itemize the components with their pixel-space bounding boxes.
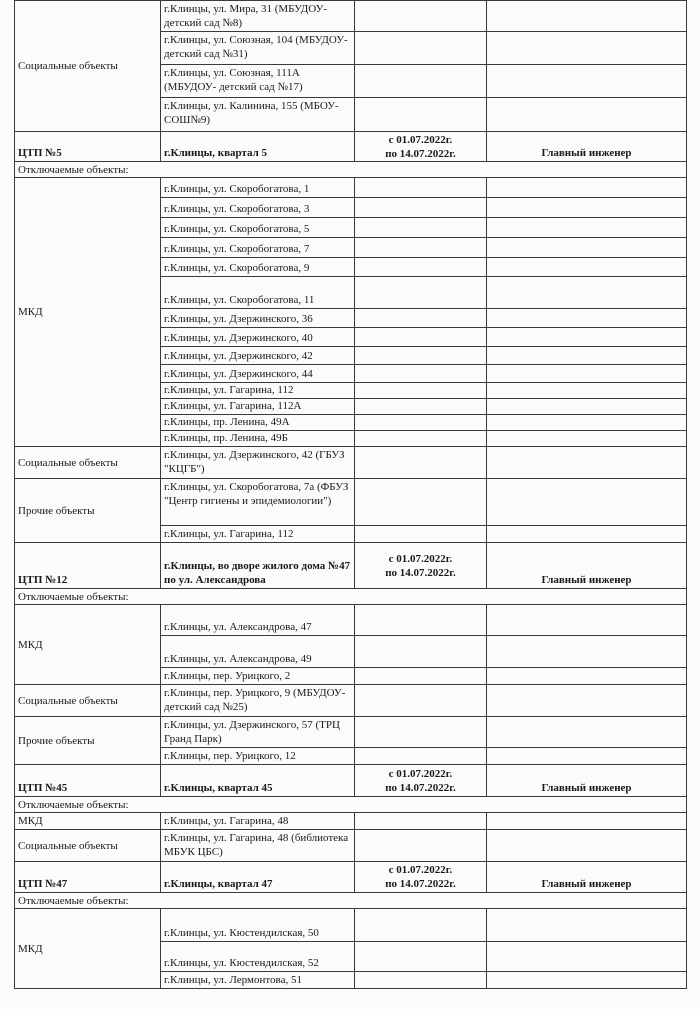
address-cell: г.Клинцы, ул. Скоробогатова, 5 — [161, 218, 355, 237]
address-cell: г.Клинцы, пер. Урицкого, 12 — [161, 748, 355, 764]
address-cell: г.Клинцы, ул. Скоробогатова, 9 — [161, 258, 355, 276]
address-cell: г.Клинцы, пр. Ленина, 49Б — [161, 431, 355, 446]
group-label: Прочие объекты — [14, 717, 161, 764]
station-name: ЦТП №5 — [14, 132, 161, 161]
address-cell: г.Клинцы, ул. Дзержинского, 44 — [161, 365, 355, 382]
address-cell: г.Клинцы, ул. Скоробогатова, 3 — [161, 198, 355, 217]
address-cell: г.Клинцы, ул. Дзержинского, 36 — [161, 309, 355, 327]
address-cell: г.Клинцы, ул. Скоробогатова, 7а (ФБУЗ "Центр гигиены и эпидемиологии") — [161, 479, 355, 525]
address-cell: г.Клинцы, ул. Дзержинского, 42 (ГБУЗ "КЦГБ") — [161, 447, 355, 478]
address-cell: г.Клинцы, ул. Мира, 31 (МБУДОУ-детский сад №8) — [161, 1, 355, 31]
address-cell: г.Клинцы, ул. Александрова, 47 — [161, 605, 355, 635]
address-cell: г.Клинцы, пр. Ленина, 49А — [161, 415, 355, 430]
group-mkd-12 — [14, 605, 687, 685]
group-social-5 — [14, 447, 687, 479]
address-cell: г.Клинцы, ул. Дзержинского, 40 — [161, 328, 355, 346]
disconnected-label: Отключаемые объекты: — [14, 893, 687, 908]
group-label: Социальные объекты — [14, 685, 161, 716]
tp12-header — [14, 543, 687, 589]
address-cell: г.Клинцы, ул. Гагарина, 48 (библиотека МБУК ЦБС) — [161, 830, 355, 861]
disconnected-label: Отключаемые объекты: — [14, 162, 687, 177]
station-name: ЦТП №12 — [14, 543, 161, 588]
responsible: Главный инженер — [487, 543, 687, 588]
responsible: Главный инженер — [487, 765, 687, 796]
disconnected-label: Отключаемые объекты: — [14, 797, 687, 812]
group-other-5 — [14, 479, 687, 543]
station-address: г.Клинцы, квартал 47 — [161, 862, 355, 892]
address-cell: г.Клинцы, ул. Кюстендилская, 52 — [161, 942, 355, 971]
group-label: МКД — [14, 909, 161, 988]
address-cell: г.Клинцы, ул. Скоробогатова, 11 — [161, 277, 355, 308]
group-social-45 — [14, 830, 687, 862]
group-label: Социальные объекты — [14, 1, 161, 131]
address-cell: г.Клинцы, ул. Дзержинского, 57 (ТРЦ Гранд Парк) — [161, 717, 355, 747]
group-label: Социальные объекты — [14, 447, 161, 478]
address-cell: г.Клинцы, ул. Гагарина, 112 — [161, 383, 355, 398]
responsible: Главный инженер — [487, 862, 687, 892]
address-cell: г.Клинцы, ул. Скоробогатова, 7 — [161, 238, 355, 257]
period: с 01.07.2022г. по 14.07.2022г. — [355, 132, 487, 161]
group-social-12 — [14, 685, 687, 717]
group-label: Прочие объекты — [14, 479, 161, 542]
group-label: МКД — [14, 605, 161, 684]
tp45-header — [14, 765, 687, 797]
address-cell: г.Клинцы, ул. Гагарина, 48 — [161, 813, 355, 829]
address-cell: г.Клинцы, ул. Гагарина, 112А — [161, 399, 355, 414]
address-cell: г.Клинцы, ул. Союзная, 111А (МБУДОУ- детский сад №17) — [161, 65, 355, 97]
address-cell: г.Клинцы, ул. Александрова, 49 — [161, 636, 355, 667]
group-other-12 — [14, 717, 687, 765]
station-name: ЦТП №47 — [14, 862, 161, 892]
group-label: МКД — [14, 178, 161, 446]
period: с 01.07.2022г. по 14.07.2022г. — [355, 862, 487, 892]
responsible: Главный инженер — [487, 132, 687, 161]
station-name: ЦТП №45 — [14, 765, 161, 796]
group-label: Социальные объекты — [14, 830, 161, 861]
period: с 01.07.2022г. по 14.07.2022г. — [355, 765, 487, 796]
period: с 01.07.2022г. по 14.07.2022г. — [355, 543, 487, 588]
group-mkd-47 — [14, 909, 687, 989]
address-cell: г.Клинцы, ул. Калинина, 155 (МБОУ-СОШ№9) — [161, 98, 355, 131]
address-cell: г.Клинцы, ул. Кюстендилская, 50 — [161, 909, 355, 941]
address-cell: г.Клинцы, пер. Урицкого, 9 (МБУДОУ- детский сад №25) — [161, 685, 355, 716]
tp5-header — [14, 132, 687, 162]
address-cell: г.Клинцы, ул. Гагарина, 112 — [161, 526, 355, 542]
group-label: МКД — [14, 813, 161, 829]
group-mkd-45 — [14, 813, 687, 830]
outage-table — [14, 0, 687, 989]
disconnected-label: Отключаемые объекты: — [14, 589, 687, 604]
address-cell: г.Клинцы, ул. Дзержинского, 42 — [161, 347, 355, 364]
group-mkd-5 — [14, 178, 687, 447]
address-cell: г.Клинцы, пер. Урицкого, 2 — [161, 668, 355, 684]
tp47-header — [14, 862, 687, 893]
station-address: г.Клинцы, квартал 45 — [161, 765, 355, 796]
address-cell: г.Клинцы, ул. Скоробогатова, 1 — [161, 178, 355, 197]
station-address: г.Клинцы, во дворе жилого дома №47 по ул. Александрова — [161, 543, 355, 588]
station-address: г.Клинцы, квартал 5 — [161, 132, 355, 161]
address-cell: г.Клинцы, ул. Союзная, 104 (МБУДОУ- детский сад №31) — [161, 32, 355, 64]
group-social-0 — [14, 0, 687, 132]
address-cell: г.Клинцы, ул. Лермонтова, 51 — [161, 972, 355, 988]
